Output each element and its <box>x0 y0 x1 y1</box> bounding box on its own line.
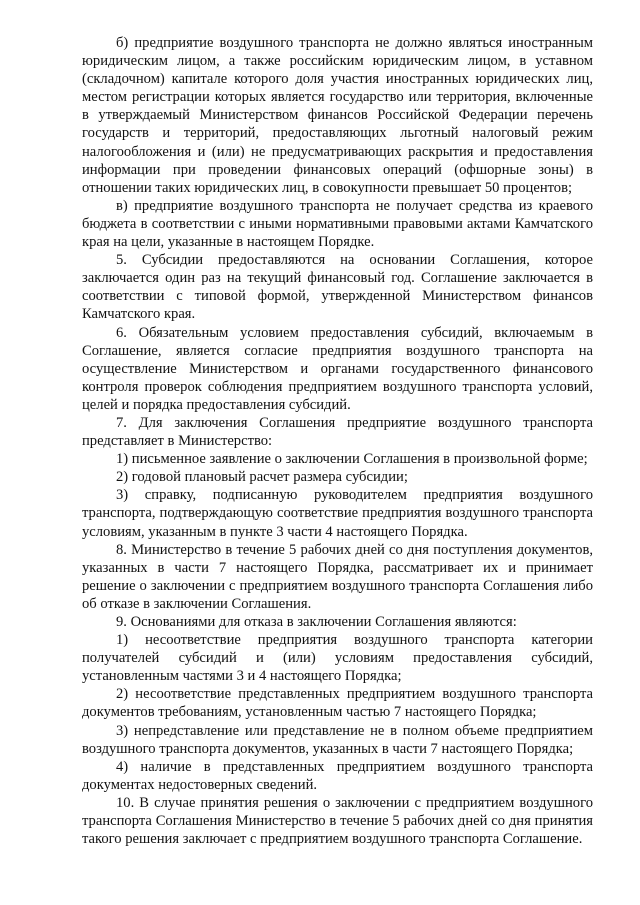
paragraph-9: 9. Основаниями для отказа в заключении Соглашения являются: <box>116 614 517 630</box>
paragraph-10: 10. В случае принятия решения о заключении с предприятием воздушного транспорта Соглашения Министерство в течение 5 рабочих дней со дня принятия такого решения заключает с предприятием воздушного транспорта Соглашение. <box>82 794 593 848</box>
paragraph-7-item-3: 3) справку, подписанную руководителем предприятия воздушного транспорта, подтверждающую соответствие предприятия воздушного транспорта условиям, указанным в пункте 3 части 4 настоящего Порядка. <box>82 487 593 540</box>
paragraph-7-item-1: 1) письменное заявление о заключении Соглашения в произвольной форме; <box>116 451 588 468</box>
paragraph-5: 5. Субсидии предоставляются на основании Соглашения, которое заключается один раз на текущий финансовый год. Соглашение заключается в соответствии с типовой формой, утвержденной Министерством финансов Камчатского края. <box>82 252 593 323</box>
paragraph-6: 6. Обязательным условием предоставления субсидий, включаемым в Соглашение, является согласие предприятия воздушного транспорта на осуществление Министерством и органами государственного финансового контроля проверок соблюдения предприятием воздушного транспорта условий, целей и порядка предоставления субсидий. <box>82 324 593 413</box>
paragraph-8: 8. Министерство в течение 5 рабочих дней со дня поступления документов, указанных в части 7 настоящего Порядка, рассматривает их и принимает решение о заключении с предприятием воздушного транспорта Соглашения либо об отказе в заключении Соглашения. <box>82 541 593 612</box>
paragraph-4b: б) предприятие воздушного транспорта не должно являться иностранным юридическим лицом, а также российским юридическим лицом, в уставном (складочном) капитале которого доля участия иностранных юридических лиц, местом регистрации которых является государство или территория, включенные в утверждаемый Министерством финансов Российской Федерации перечень государств и территорий, предоставляющих льготный налоговый режим налогообложения и (или) не предусматривающих раскрытия и предоставления информации при проведении финансовых операций (офшорные зоны) в отношении таких юридических лиц, в совокупности превышает 50 процентов; <box>82 35 593 196</box>
paragraph-9-item-2: 2) несоответствие представленных предприятием воздушного транспорта документов требованиям, установленным частью 7 настоящего Порядка; <box>82 686 593 721</box>
paragraph-7-item-2: 2) годовой плановый расчет размера субсидии; <box>116 469 408 486</box>
paragraph-4v: в) предприятие воздушного транспорта не получает средства из краевого бюджета в соответствии с иными нормативными правовыми актами Камчатского края на цели, указанные в настоящем Порядке. <box>82 197 593 251</box>
paragraph-9-item-1: 1) несоответствие предприятия воздушного транспорта категории получателей субсидий и (или) условиям предоставления субсидий, установленным частями 3 и 4 настоящего Порядка; <box>82 632 593 685</box>
paragraph-9-item-3: 3) непредставление или представление не в полном объеме предприятием воздушного транспорта документов, указанных в части 7 настоящего Порядка; <box>82 722 593 757</box>
paragraph-9-item-4: 4) наличие в представленных предприятием воздушного транспорта документах недостоверных сведений. <box>82 758 593 793</box>
paragraph-7: 7. Для заключения Соглашения предприятие воздушного транспорта представляет в Министерство: <box>82 414 593 450</box>
